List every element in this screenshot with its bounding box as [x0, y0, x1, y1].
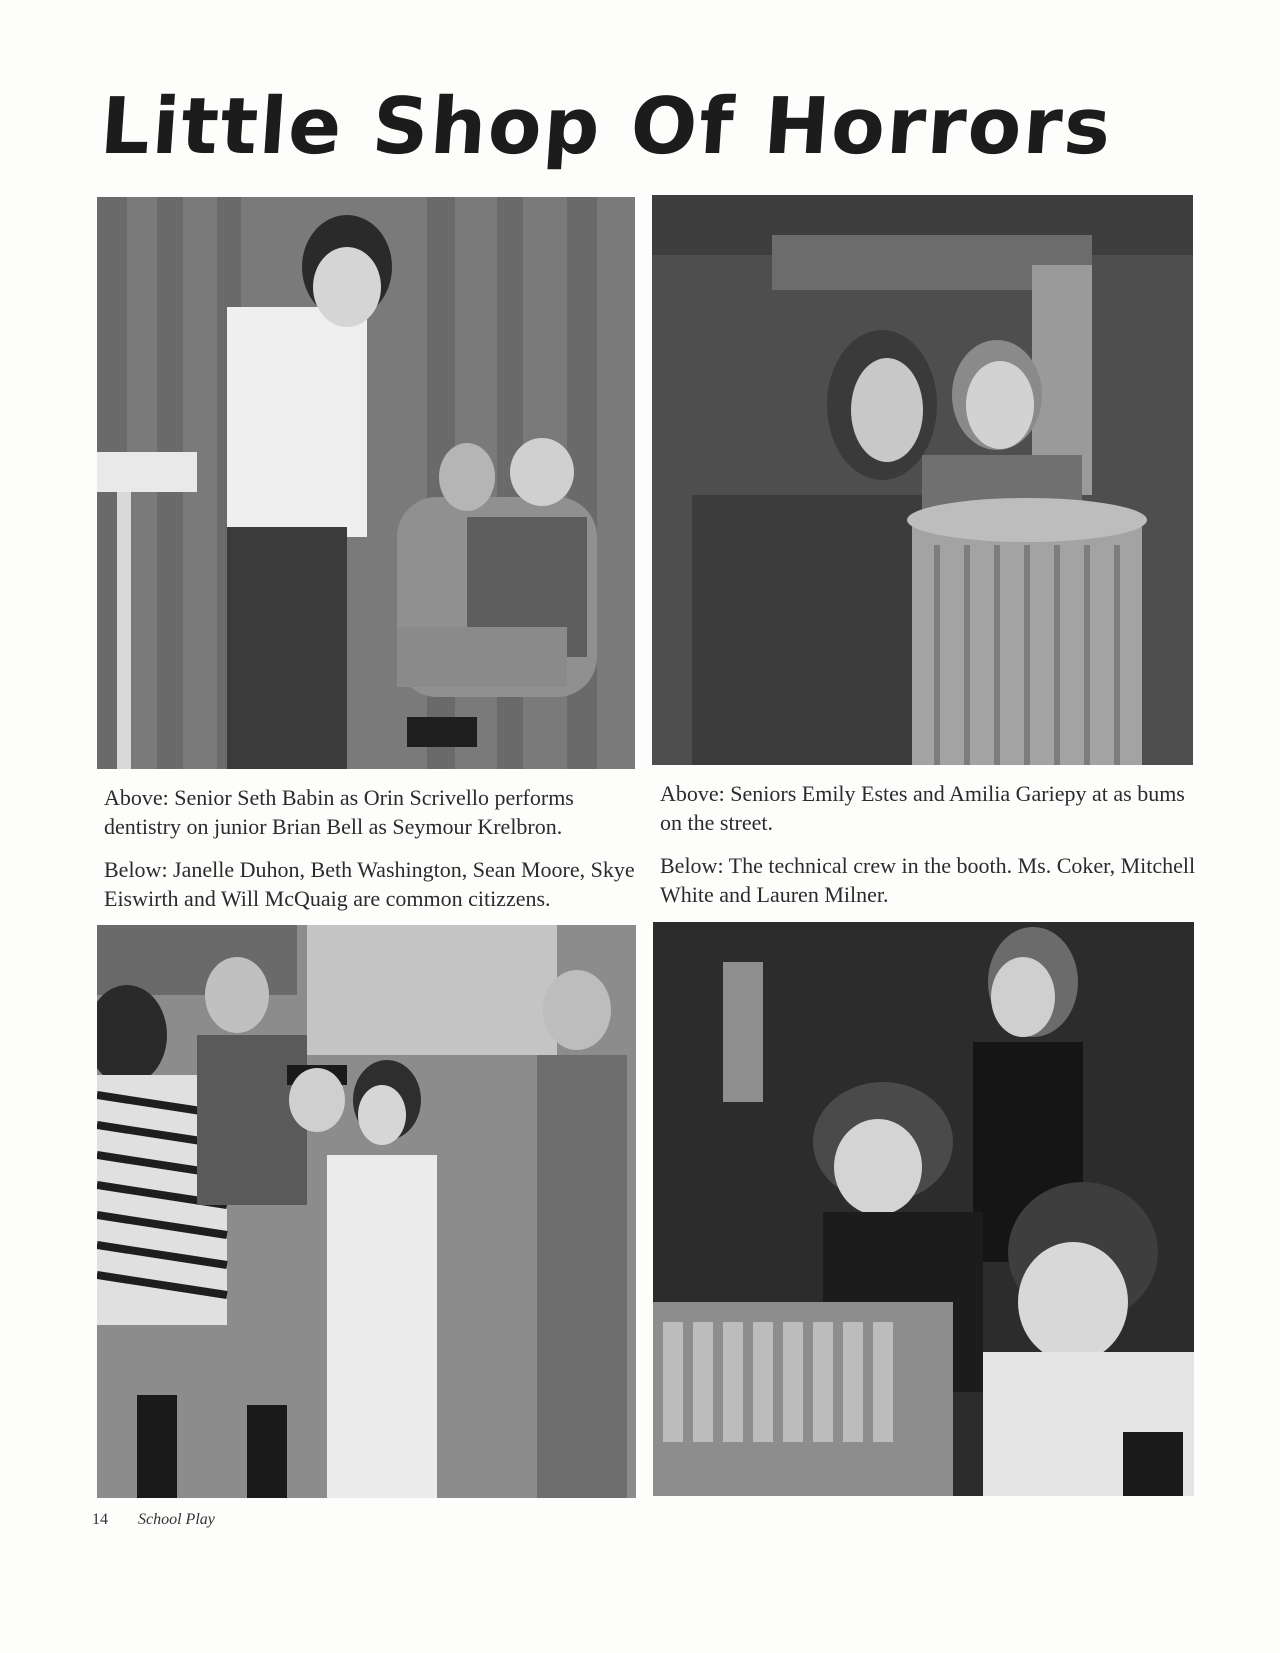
photo-dentist-scene — [97, 197, 635, 769]
page-title: Little Shop Of Horrors — [97, 82, 1116, 172]
caption-left-below: Below: Janelle Duhon, Beth Washington, Sean Moore, Skye Eiswirth and Will McQuaig are common citizzens. — [104, 857, 635, 911]
caption-right-above: Above: Seniors Emily Estes and Amilia Gariepy at as bums on the street. — [660, 781, 1185, 835]
section-name: School Play — [138, 1511, 215, 1528]
caption-left-above: Above: Senior Seth Babin as Orin Scrivello performs dentistry on junior Brian Bell as Seymour Krelbron. — [104, 785, 574, 839]
page-number: 14 — [92, 1511, 108, 1528]
photo-tech-booth-scene — [653, 922, 1194, 1496]
caption-right — [660, 779, 1200, 923]
photo-citizens-scene — [97, 925, 636, 1498]
photo-trash-can-scene — [652, 195, 1193, 765]
page-footer — [92, 1511, 215, 1529]
caption-right-below: Below: The technical crew in the booth. Ms. Coker, Mitchell White and Lauren Milner. — [660, 853, 1196, 907]
caption-left — [104, 783, 644, 927]
